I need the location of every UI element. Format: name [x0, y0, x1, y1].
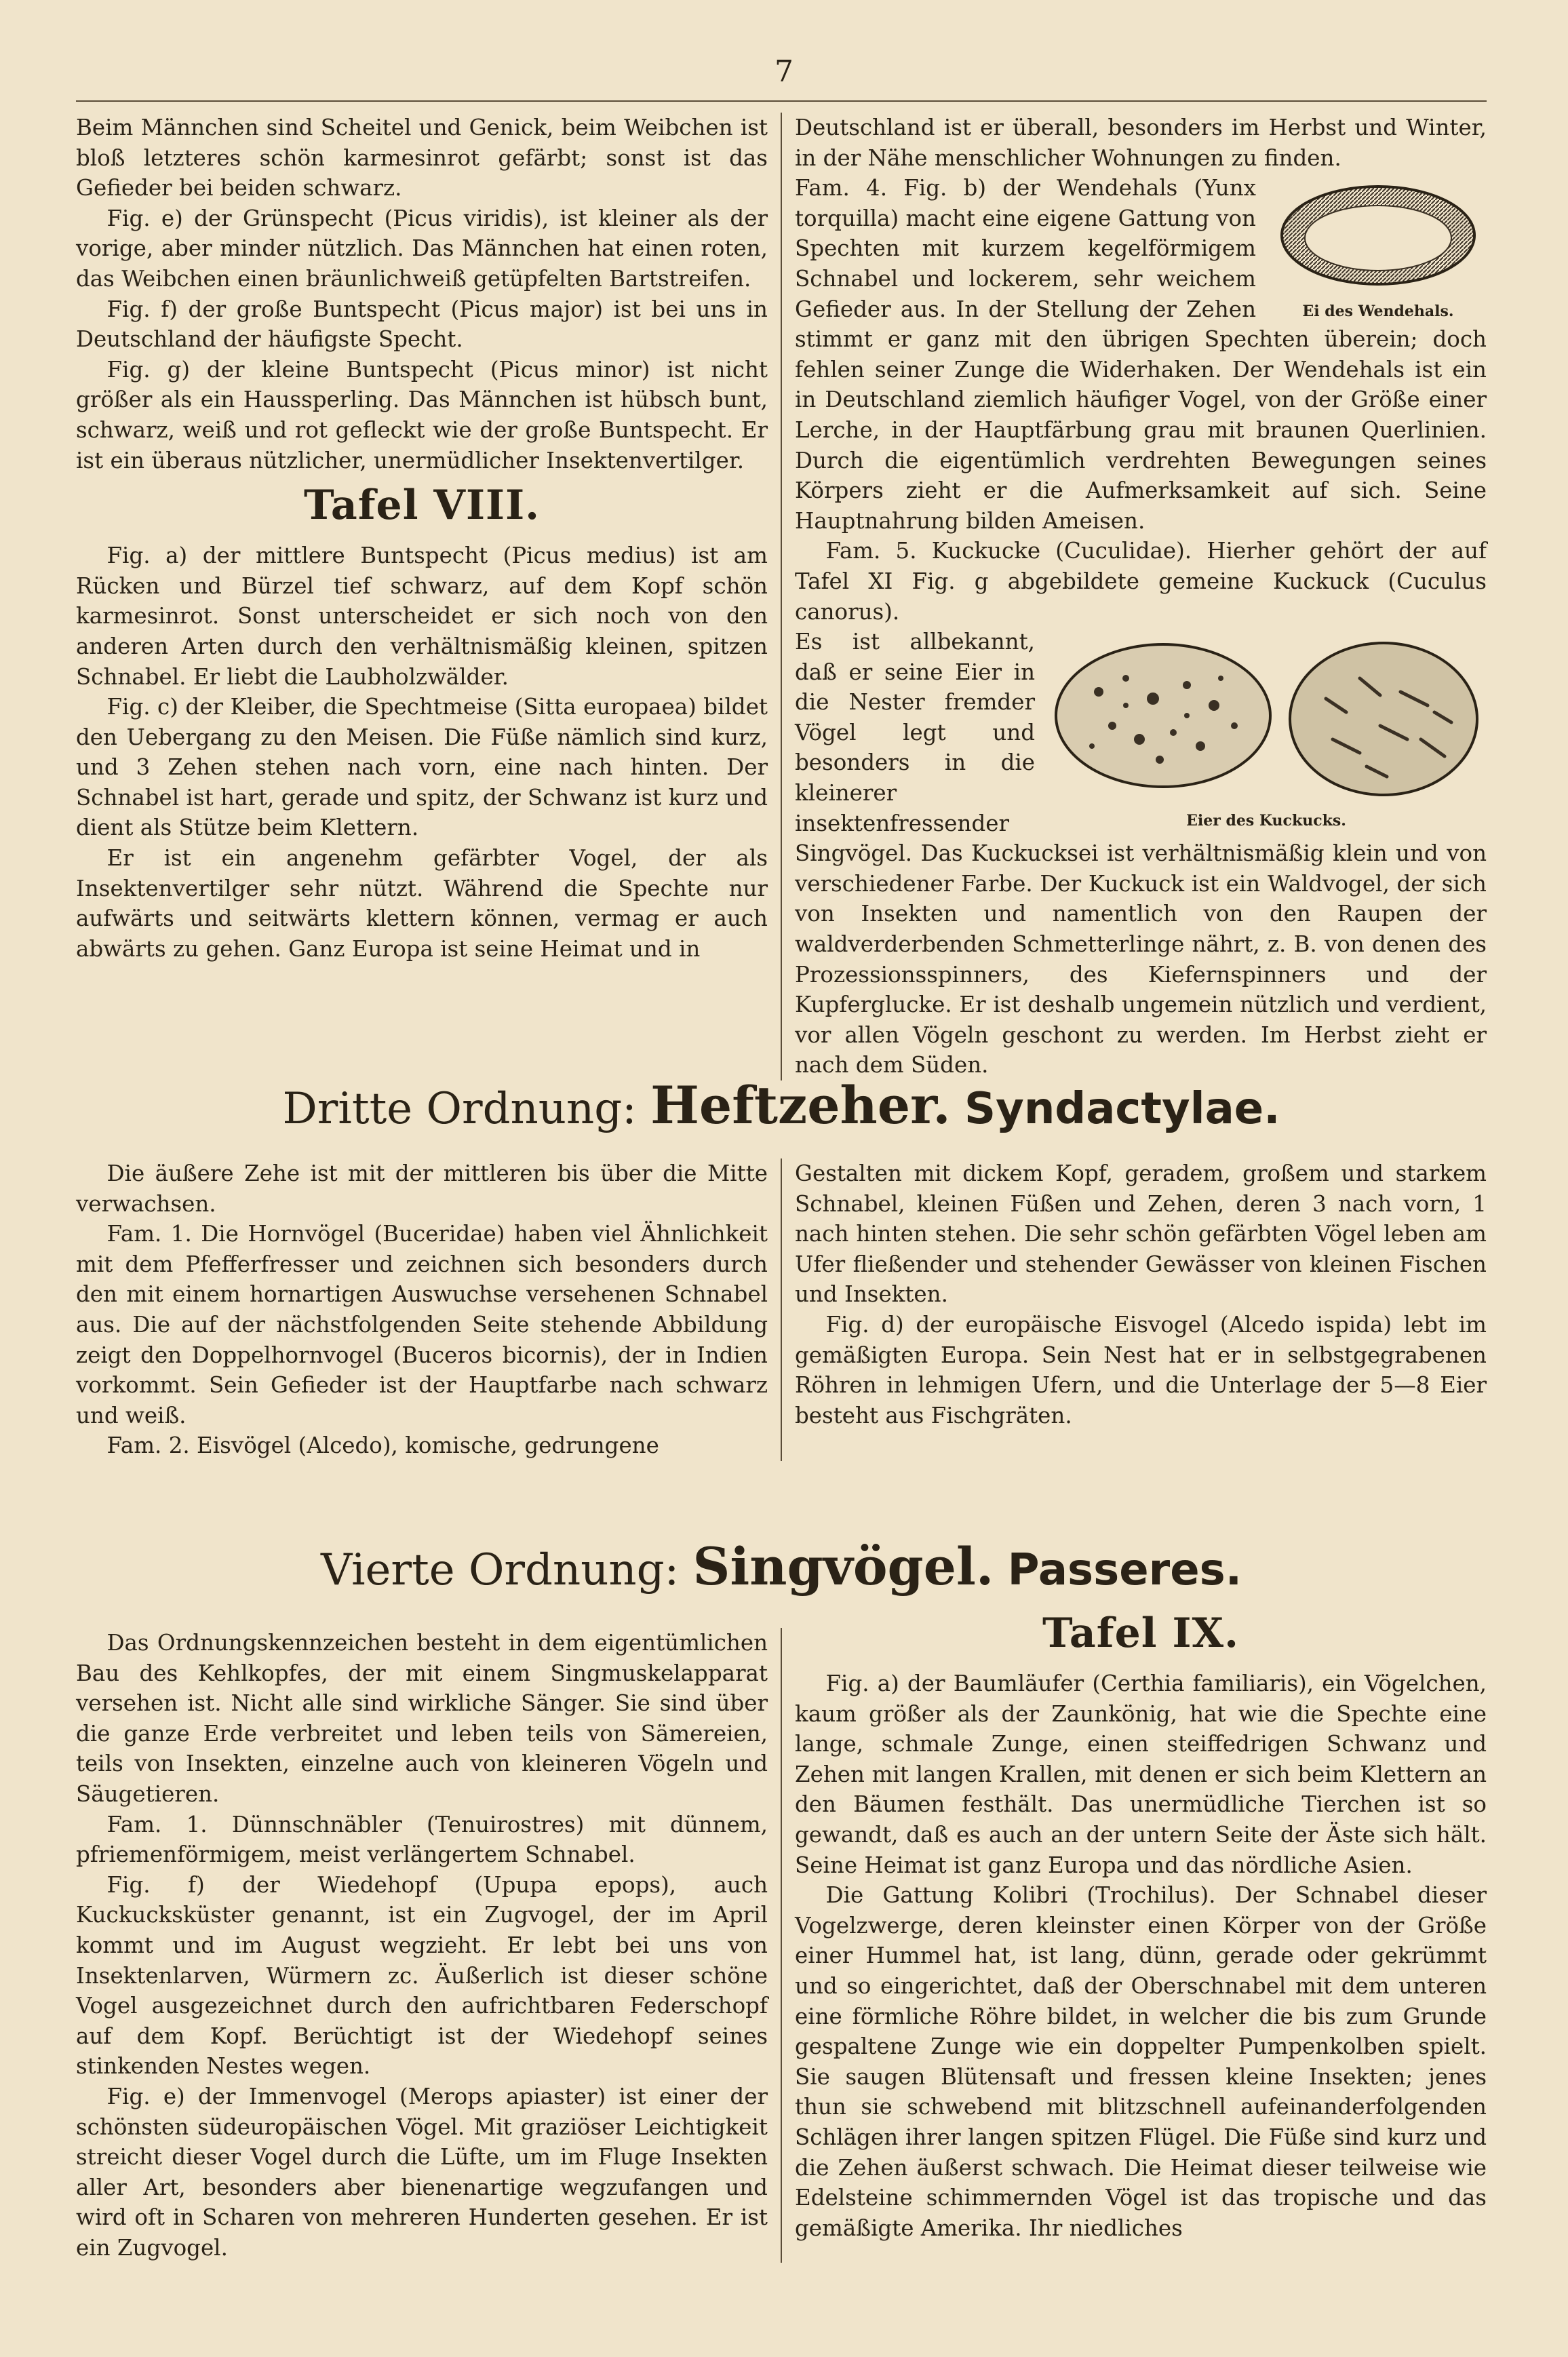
- paragraph: Fig. g) der kleine Buntspecht (Picus minor) ist nicht größer als ein Haussperling. Das Männchen ist hübsch bunt, schwarz, weiß und rot gefleckt wie der große Buntspecht. Er ist ein überaus nützlicher, unermüdlicher Insektenvertilger.: [76, 356, 768, 473]
- order-prefix: Vierte Ordnung:: [320, 1545, 680, 1595]
- section-top: [76, 113, 1487, 1080]
- order-title: Singvögel.: [692, 1536, 994, 1597]
- figure-caption: Eier des Kuckucks.: [1186, 812, 1346, 830]
- order-heading-3: [76, 1075, 1487, 1136]
- paragraph: Er ist ein angenehm gefärbter Vogel, der als Insektenvertilger sehr nützt. Während die Spechte nur aufwärts und seitwärts klettern können, vermag er auch abwärts zu gehen. Ganz Europa ist seine Heimat und in: [76, 845, 768, 962]
- paragraph: Das Ordnungskennzeichen besteht in dem eigentümlichen Bau des Kehlkopfes, der mit einem Singmuskelapparat versehen ist. Nicht alle sind wirkliche Sänger. Sie sind über die ganze Erde verbreitet und leben teils von Sämereien, teils von Insekten, einzelne auch von kleineren Vögeln und Säugetieren.: [76, 1630, 768, 1807]
- paragraph: Deutschland ist er überall, besonders im Herbst und Winter, in der Nähe menschlicher Wohnungen zu finden.: [795, 115, 1487, 171]
- order-latin: Passeres.: [1007, 1545, 1242, 1595]
- paragraph: Fam. 2. Eisvögel (Alcedo), komische, gedrungene: [106, 1433, 659, 1459]
- column-divider: [781, 1158, 782, 1461]
- column-divider: [781, 113, 782, 1080]
- wryneck-egg-figure: [1270, 180, 1487, 320]
- section-middle: [76, 1158, 1487, 1461]
- cuckoo-eggs-figure: [1046, 638, 1487, 830]
- paragraph: Gestalten mit dickem Kopf, geradem, großem und starkem Schnabel, kleinen Füßen und Zehen, deren 3 nach vorn, 1 nach hinten stehen. Die sehr schön gefärbten Vögel leben am Ufer fließender und stehender Gewässer von kleinen Fischen und Insekten.: [795, 1161, 1487, 1308]
- column-right: [795, 1158, 1487, 1461]
- cuckoo-egg-speckled-illustration: [1051, 638, 1275, 794]
- figure-caption: Ei des Wendehals.: [1302, 302, 1454, 320]
- paragraph: Beim Männchen sind Scheitel und Genick, beim Weibchen ist bloß letzteres schön karmesinrot gefärbt; sonst ist das Gefieder bei beiden schwarz.: [76, 115, 768, 201]
- column-left: [76, 1158, 768, 1461]
- paragraph: Die äußere Zehe ist mit der mittleren bis über die Mitte verwachsen.: [76, 1161, 768, 1217]
- order-title: Heftzeher.: [650, 1075, 951, 1135]
- column-left: [76, 1628, 768, 2263]
- top-rule: [76, 100, 1487, 102]
- column-right: [795, 113, 1487, 1080]
- column-left: [76, 113, 768, 1080]
- column-right: [795, 1610, 1487, 2263]
- order-heading-4: [76, 1536, 1487, 1597]
- paragraph: Fig. a) der Baumläufer (Certhia familiaris), ein Vögelchen, kaum größer als der Zaunkönig, hat wie die Spechte eine lange, schmale Zunge, einen steiffedrigen Schwanz und Zehen mit langen Krallen, mit denen er sich beim Klettern an den Bäumen festhält. Das unermüdliche Tierchen ist so gewandt, daß es auch an der untern Seite der Äste sich hält. Seine Heimat ist ganz Europa und das nördliche Asien.: [795, 1671, 1487, 1878]
- paragraph: Fig. f) der Wiedehopf (Upupa epops), auch Kuckucksküster genannt, ist ein Zugvogel, der im April kommt und im August wegzieht. Er lebt bei uns von Insektenlarven, Würmern zc. Äußerlich ist dieser schöne Vogel ausgezeichnet durch den aufrichtbaren Federschopf auf dem Kopf. Berüchtigt ist der Wiedehopf seines stinkenden Nestes wegen.: [76, 1871, 768, 2080]
- page-number: 7: [775, 54, 793, 89]
- paragraph: Fam. 5. Kuckucke (Cuculidae). Hierher gehört der auf Tafel XI Fig. g abgebildete gemeine Kuckuck (Cuculus canorus).: [795, 538, 1487, 625]
- section-heading: Tafel VIII.: [303, 482, 541, 530]
- cuckoo-egg-streaked-illustration: [1285, 638, 1482, 800]
- paragraph: Fig. f) der große Buntspecht (Picus major) ist bei uns in Deutschland der häufigste Specht.: [76, 296, 768, 353]
- section-heading: Tafel IX.: [1042, 1610, 1239, 1657]
- paragraph: Fig. c) der Kleiber, die Spechtmeise (Sitta europaea) bildet den Uebergang zu den Meisen. Die Füße nämlich sind kurz, und 3 Zehen stehen nach vorn, eine nach hinten. Der Schnabel ist hart, gerade und spitz, der Schwanz ist kurz und dient als Stütze beim Klettern.: [76, 694, 768, 841]
- wryneck-egg-illustration: [1276, 180, 1480, 288]
- paragraph: Fam. 4. Fig. b) der Wendehals (Yunx torquilla) macht eine eigene Gattung von Spechten mit kurzem kegelförmigem Schnabel und lockerem, sehr weichem Gefieder aus. In der Stellung der Zehen stimmt er ganz mit den übrigen Spechten überein; doch fehlen seiner Zunge die Widerhaken. Der Wendehals ist ein in Deutschland ziemlich häufiger Vogel, von der Größe einer Lerche, in der Hauptfärbung grau mit braunen Querlinien. Durch die eigentümlich verdrehten Bewegungen seines Körpers zieht er die Aufmerksamkeit auf sich. Seine Hauptnahrung bilden Ameisen.: [795, 175, 1487, 534]
- order-prefix: Dritte Ordnung:: [282, 1084, 637, 1134]
- paragraph: Fig. a) der mittlere Buntspecht (Picus medius) ist am Rücken und Bürzel tief schwarz, auf dem Kopf schön karmesinrot. Sonst unterscheidet er sich noch von den anderen Arten durch den verhältnismäßig kleinen, spitzen Schnabel. Er liebt die Laubholzwälder.: [76, 543, 768, 690]
- column-divider: [781, 1628, 782, 2263]
- paragraph: Fam. 1. Dünnschnäbler (Tenuirostres) mit dünnem, pfriemenförmigem, meist verlängertem Schnabel.: [76, 1811, 768, 1868]
- paragraph: Es ist allbekannt, daß er seine Eier in die Nester fremder Vögel legt und besonders in die kleinerer insektenfressender Singvögel. Das Kuckucksei ist verhältnismäßig klein und von verschiedener Farbe. Der Kuckuck ist ein Waldvogel, der sich von Insekten und namentlich von den Raupen der waldverderbenden Schmetterlinge nährt, z. B. von denen des Prozessionsspinners, des Kiefernspinners und der Kupferglucke. Er ist deshalb ungemein nützlich und verdient, vor allen Vögeln geschont zu werden. Im Herbst zieht er nach dem Süden.: [795, 629, 1487, 1078]
- paragraph: Fig. e) der Grünspecht (Picus viridis), ist kleiner als der vorige, aber minder nützlich. Das Männchen hat einen roten, das Weibchen einen bräunlichweiß getüpfelten Bartstreifen.: [76, 205, 768, 292]
- paragraph: Fam. 1. Die Hornvögel (Buceridae) haben viel Ähnlichkeit mit dem Pfefferfresser und zeichnen sich besonders durch den mit einem hornartigen Auswuchse versehenen Schnabel aus. Die auf der nächstfolgenden Seite stehende Abbildung zeigt den Doppelhornvogel (Buceros bicornis), der in Indien vorkommt. Sein Gefieder ist der Hauptfarbe nach schwarz und weiß.: [76, 1221, 768, 1428]
- section-bottom: [76, 1610, 1487, 2263]
- order-latin: Syndactylae.: [964, 1084, 1280, 1134]
- paragraph: Fig. d) der europäische Eisvogel (Alcedo ispida) lebt im gemäßigten Europa. Sein Nest hat er in selbstgegrabenen Röhren in lehmigen Ufern, und die Unterlage der 5—8 Eier besteht aus Fischgräten.: [795, 1311, 1487, 1428]
- paragraph: Die Gattung Kolibri (Trochilus). Der Schnabel dieser Vogelzwerge, deren kleinster einen Körper von der Größe einer Hummel hat, ist lang, dünn, gerade oder gekrümmt und so eingerichtet, daß der Oberschnabel mit dem unteren eine förmliche Röhre bildet, in welcher die bis zum Grunde gespaltene Zunge wie ein doppelter Pumpenkolben spielt. Sie saugen Blütensaft und fressen kleine Insekten; jenes thun sie schwebend mit blitzschnell aufeinanderfolgenden Schlägen ihrer langen spitzen Flügel. Die Füße sind kurz und die Zehen äußerst schwach. Die Heimat dieser teilweise wie Edelsteine schimmernden Vögel ist das tropische und das gemäßigte Amerika. Ihr niedliches: [795, 1882, 1487, 2241]
- paragraph: Fig. e) der Immenvogel (Merops apiaster) ist einer der schönsten südeuropäischen Vögel. Mit graziöser Leichtigkeit streicht dieser Vogel durch die Lüfte, um im Fluge Insekten aller Art, besonders aber bienenartige wegzufangen und wird oft in Scharen von mehreren Hunderten gesehen. Er ist ein Zugvogel.: [76, 2083, 768, 2261]
